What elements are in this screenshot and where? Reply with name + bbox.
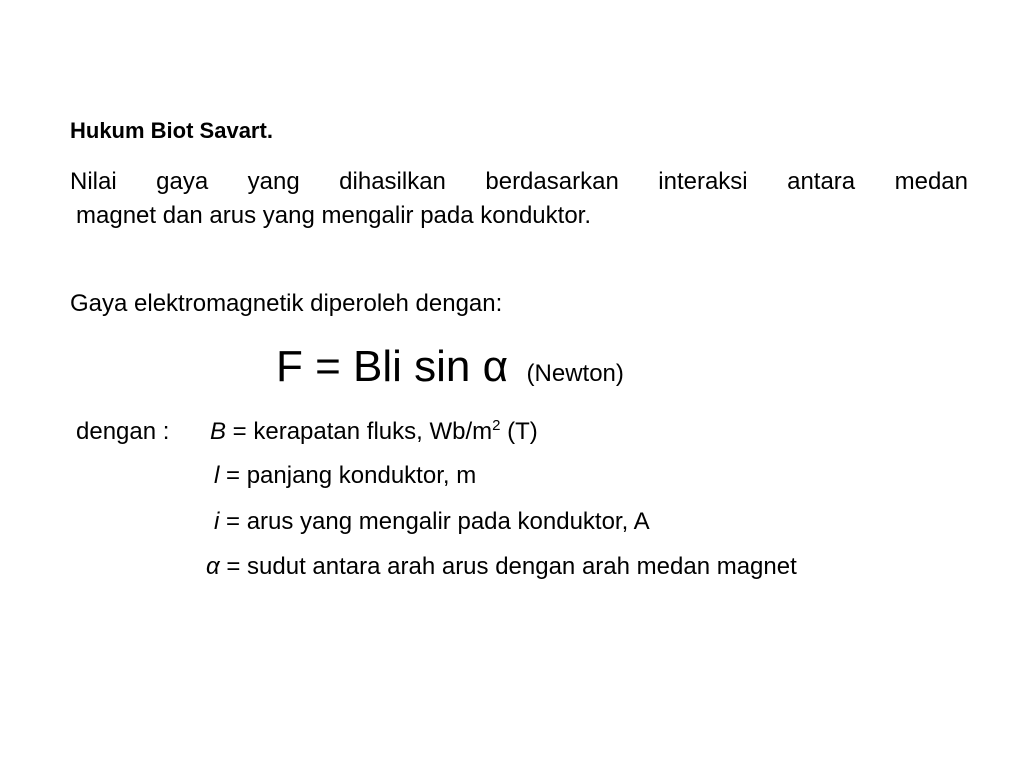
definition-symbol: α	[206, 553, 220, 580]
definition-text: = panjang konduktor, m	[219, 462, 477, 489]
definition-l	[214, 462, 476, 490]
description-line-2: magnet dan arus yang mengalir pada konduktor.	[76, 202, 592, 229]
definition-symbol: l	[214, 462, 220, 489]
definition-text: = kerapatan fluks, Wb/m	[226, 418, 493, 445]
formula-equation: F = Bli sin α	[276, 342, 509, 391]
formula	[276, 342, 624, 392]
description-paragraph	[70, 165, 968, 233]
definition-text: = arus yang mengalir pada konduktor, A	[219, 508, 650, 535]
description-line-1: Nilai gaya yang dihasilkan berdasarkan interaksi antara medan	[70, 168, 968, 195]
definition-text-after: (T)	[500, 418, 538, 445]
slide-heading: Hukum Biot Savart.	[70, 118, 273, 143]
definitions-lead: dengan :	[76, 418, 170, 445]
formula-unit: (Newton)	[526, 360, 624, 387]
definition-text: = sudut antara arah arus dengan arah medan magnet	[219, 553, 797, 580]
definition-b	[210, 418, 538, 446]
formula-intro: Gaya elektromagnetik diperoleh dengan:	[70, 290, 503, 317]
definition-symbol: B	[210, 418, 227, 445]
definition-symbol: i	[214, 508, 220, 535]
definition-alpha	[206, 553, 797, 581]
definition-i	[214, 508, 650, 536]
definition-superscript: 2	[492, 417, 501, 434]
